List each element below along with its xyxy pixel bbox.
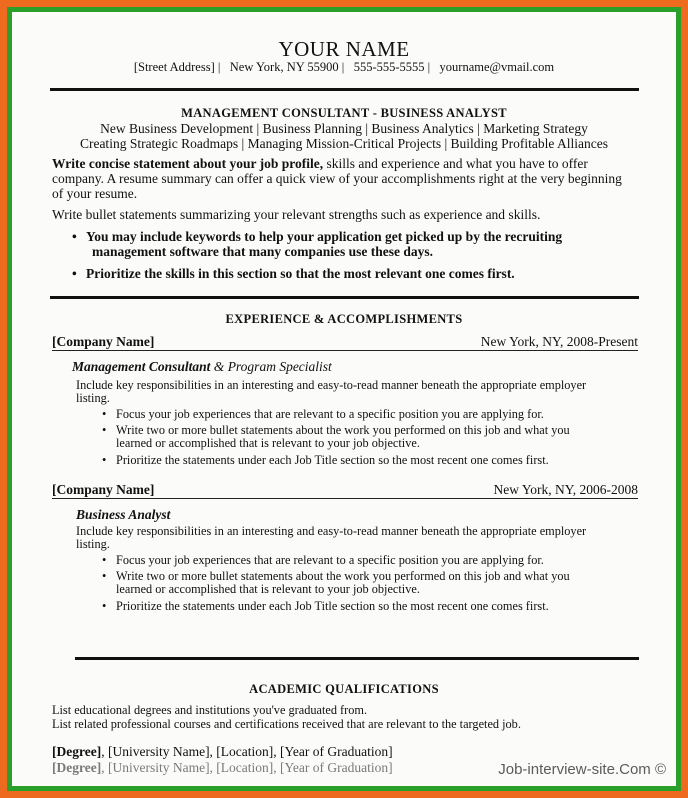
job-1-bullet-3: • Prioritize the statements under each Job Title section so the most recent one comes first. [102, 453, 549, 467]
email: yourname@vmail.com [439, 60, 555, 74]
experience-heading: EXPERIENCE & ACCOMPLISHMENTS [225, 312, 463, 326]
job-1-location-dates: New York, NY, 2008-Present [480, 334, 638, 349]
job-2-location-dates: New York, NY, 2006-2008 [493, 482, 638, 497]
job-2-bullet-2: • Write two or more bullet statements about the work you performed on this job and what you [102, 569, 570, 583]
phone: 555-555-5555 [353, 60, 425, 74]
job-1-desc: Include key responsibilities in an interesting and easy-to-read manner beneath the appropriate employer [76, 378, 587, 392]
job-1-bullet-2: • Write two or more bullet statements about the work you performed on this job and what you [102, 423, 570, 437]
job-2-title: Business Analyst [76, 507, 171, 522]
job-1-desc-line2: listing. [76, 391, 110, 405]
job-2-desc-line2: listing. [76, 537, 110, 551]
contact-line: [Street Address] | New York, NY 55900 | 555-555-5555 | yourname@vmail.com [133, 60, 555, 74]
skills-line-2: Creating Strategic Roadmaps | Managing Mission-Critical Projects | Building Profitable Alliances [79, 136, 609, 151]
experience-divider [75, 657, 639, 660]
job-2-bullet-1: • Focus your job experiences that are relevant to a specific position you are applying for. [102, 553, 544, 567]
job-1-company: [Company Name] [52, 334, 155, 349]
summary-paragraph: Write concise statement about your job profile, skills and experience and what you have to offer [52, 156, 588, 171]
summary-divider [50, 296, 639, 299]
summary-bullet-1-line2: management software that many companies use these days. [92, 244, 433, 259]
job-1-underline [52, 350, 638, 351]
watermark: Job-interview-site.Com © [498, 761, 666, 778]
resume-page [12, 12, 676, 786]
summary-bullet-2: • Prioritize the skills in this section so that the most relevant one comes first. [72, 266, 515, 281]
job-2-company: [Company Name] [52, 482, 155, 497]
degree-line: [Degree], [University Name], [Location], [Year of Graduation] [52, 744, 393, 759]
summary-paragraph-line2: company. A resume summary can offer a quick view of your accomplishments right at the very beginning [52, 171, 622, 186]
job-1-bullet-2-line2: learned or accomplished that is relevant to your job objective. [116, 436, 420, 450]
summary-paragraph-line3: of your resume. [52, 186, 138, 201]
street-address: [Street Address] [133, 60, 215, 74]
education-line-1: List educational degrees and institutions you've graduated from. [52, 703, 368, 717]
education-heading: ACADEMIC QUALIFICATIONS [249, 682, 439, 696]
resume-name: YOUR NAME [278, 37, 410, 61]
summary-bullet-1: • You may include keywords to help your application get picked up by the recruiting [72, 229, 563, 244]
job-2-desc: Include key responsibilities in an interesting and easy-to-read manner beneath the appropriate employer [76, 524, 587, 538]
education-line-2: List related professional courses and certifications received that are relevant to the targeted job. [52, 717, 521, 731]
job-2-underline [52, 498, 638, 499]
skills-line-1: New Business Development | Business Planning | Business Analytics | Marketing Strategy [100, 121, 588, 136]
summary-paragraph-2: Write bullet statements summarizing your relevant strengths such as experience and skills. [52, 207, 541, 222]
header-divider [50, 88, 639, 91]
city: New York, NY 55900 [229, 60, 339, 74]
job-1-bullet-1: • Focus your job experiences that are relevant to a specific position you are applying for. [102, 407, 544, 421]
degree-line-2: [Degree], [University Name], [Location], [Year of Graduation] [52, 760, 393, 775]
job-1-title: Management Consultant & Program Specialist [72, 359, 332, 374]
job-2-bullet-3: • Prioritize the statements under each Job Title section so the most recent one comes first. [102, 599, 549, 613]
profile-title: MANAGEMENT CONSULTANT - BUSINESS ANALYST [181, 106, 507, 120]
job-2-bullet-2-line2: learned or accomplished that is relevant to your job objective. [116, 582, 420, 596]
